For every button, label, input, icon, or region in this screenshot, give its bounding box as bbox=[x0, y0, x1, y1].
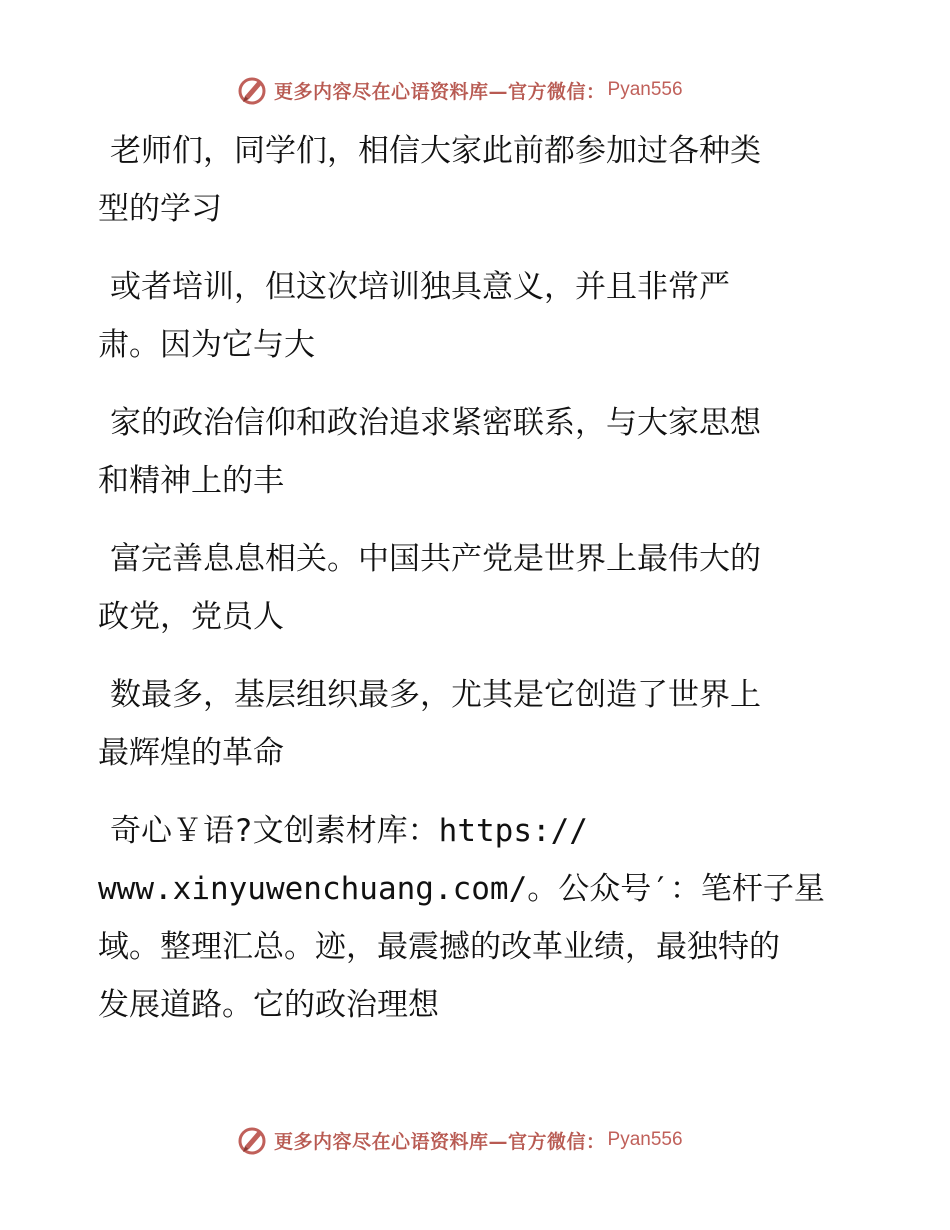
paragraph-line: 家的政治信仰和政治追求紧密联系，与大家思想 bbox=[110, 405, 761, 441]
paragraph-4 bbox=[98, 530, 858, 646]
paragraph-6 bbox=[98, 802, 858, 1034]
pen-circle-logo-icon bbox=[236, 1124, 268, 1156]
paragraph-line: www.xinyuwenchuang.com/。公众号′：笔杆子星 bbox=[98, 871, 825, 907]
paragraph-line: 奇心￥语?文创素材库：https:// bbox=[110, 813, 588, 849]
paragraph-5 bbox=[98, 666, 858, 782]
paragraph-line: 政党，党员人 bbox=[98, 599, 284, 635]
paragraph-line: 和精神上的丰 bbox=[98, 463, 284, 499]
paragraph-line: 数最多，基层组织最多，尤其是它创造了世界上 bbox=[110, 677, 761, 713]
footer-banner-text: 更多内容尽在心语资料库—官方微信： bbox=[274, 1130, 606, 1153]
footer-wechat-id: Pyan556 bbox=[607, 1129, 683, 1150]
document-body bbox=[98, 122, 858, 1034]
paragraph-1 bbox=[98, 122, 858, 238]
header-wechat-id: Pyan556 bbox=[607, 79, 683, 100]
paragraph-line: 肃。因为它与大 bbox=[98, 327, 315, 363]
paragraph-line: 域。整理汇总。迹，最震撼的改革业绩，最独特的 bbox=[98, 929, 780, 965]
paragraph-line: 型的学习 bbox=[98, 191, 222, 227]
pen-circle-logo-icon bbox=[236, 74, 268, 106]
paragraph-line: 富完善息息相关。中国共产党是世界上最伟大的 bbox=[110, 541, 761, 577]
paragraph-3 bbox=[98, 394, 858, 510]
footer-banner bbox=[236, 1123, 683, 1157]
paragraph-line: 或者培训，但这次培训独具意义，并且非常严 bbox=[110, 269, 730, 305]
header-banner bbox=[236, 73, 683, 107]
paragraph-line: 最辉煌的革命 bbox=[98, 735, 284, 771]
paragraph-line: 老师们，同学们，相信大家此前都参加过各种类 bbox=[110, 133, 761, 169]
paragraph-2 bbox=[98, 258, 858, 374]
paragraph-line: 发展道路。它的政治理想 bbox=[98, 987, 439, 1023]
header-banner-text: 更多内容尽在心语资料库—官方微信： bbox=[274, 80, 606, 103]
